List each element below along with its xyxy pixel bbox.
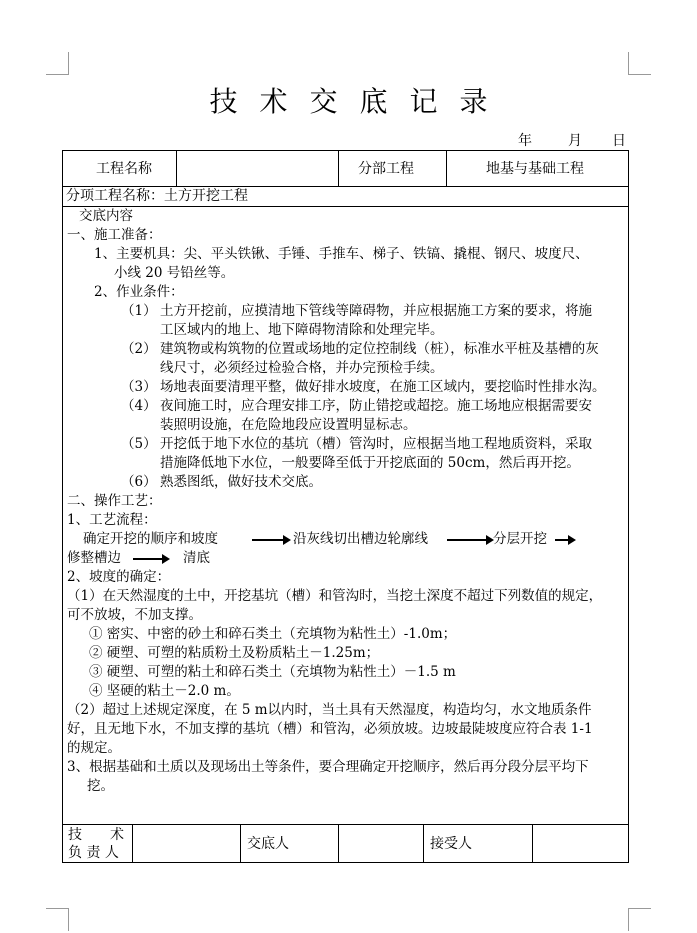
section-heading: 二、操作工艺： [67,493,162,509]
flow-step: 确定开挖的顺序和坡度 [83,531,218,547]
process-flow-row-1 [67,530,625,549]
date-year: 年 [518,133,532,149]
divider [423,824,424,863]
tech-lead-label-line1: 技 术 [68,827,124,843]
item-number: （1） [121,303,157,319]
flow-step: 修整槽边 [67,550,121,566]
paragraph-line: 小线 20 号铅丝等。 [114,265,235,281]
divider [532,824,533,863]
handover-person-label: 交底人 [247,836,289,852]
crop-mark-top-left [46,52,69,75]
crop-mark-bottom-left [46,908,69,931]
divider [176,150,177,186]
arrow-right-icon [133,558,163,560]
list-item: ① 密实、中密的砂土和碎石类土（充填物为粘性土）-1.0m； [89,626,457,642]
paragraph-line: 好，且无地下水，不加支撑的基坑（槽）和管沟，必须放坡。边坡最陡坡度应符合表 1-1 [67,721,593,737]
tech-lead-label-line2: 负 责 人 [68,845,119,861]
paragraph-line: 2、坡度的确定： [67,569,171,585]
document-title: 技术交底记录 [209,85,510,118]
paragraph-line: 装照明设施，在危险地段应设置明显标志。 [160,417,417,433]
paragraph-line: 熟悉图纸，做好技术交底。 [160,474,322,490]
item-number: （6） [121,474,157,490]
flow-step: 分层开挖 [493,531,547,547]
flow-step: 沿灰线切出槽边轮廓线 [293,531,428,547]
subproject-name: 分项工程名称：土方开挖工程 [66,188,248,204]
paragraph-line: 1、工艺流程： [67,512,157,528]
paragraph-line: 1、主要机具：尖、平头铁锹、手锤、手推车、梯子、铁镐、撬棍、钢尺、坡度尺、 [94,246,589,262]
arrow-right-icon [555,539,569,541]
process-flow-row-2 [67,549,625,568]
divider [338,150,339,186]
item-number: （3） [121,379,157,395]
item-number: （2） [121,341,157,357]
paragraph-line: 场地表面要清理平整，做好排水坡度，在施工区域内，要挖临时性排水沟。 [160,379,606,395]
item-number: （5） [121,436,157,452]
paragraph-line: 可不放坡，不加支撑。 [67,607,202,623]
division-label: 分部工程 [358,161,414,177]
paragraph-line: （2）超过上述规定深度，在 5 m以内时，当土具有天然湿度，构造均匀，水文地质条件 [67,702,592,718]
paragraph-line: 挖。 [87,778,114,794]
division-value: 地基与基础工程 [486,161,584,177]
divider [240,824,241,863]
arrow-right-icon [447,539,487,541]
paragraph-line: 工区域内的地上、地下障碍物清除和处理完毕。 [160,322,444,338]
receiver-label: 接受人 [430,836,472,852]
date-day: 日 [612,133,626,149]
divider [62,824,629,825]
arrow-right-icon [252,539,284,541]
paragraph-line: 开挖低于地下水位的基坑（槽）管沟时，应根据当地工程地质资料，采取 [160,436,592,452]
item-number: （4） [121,398,157,414]
paragraph-line: 的规定。 [67,740,121,756]
date-month: 月 [568,133,582,149]
paragraph-line: 线尺寸，必须经过检验合格，并办完预检手续。 [160,360,444,376]
paragraph-line: 夜间施工时，应合理安排工序，防止错挖或超挖。施工场地应根据需要安 [160,398,592,414]
section-heading: 一、施工准备： [67,227,162,243]
divider [446,150,447,186]
flow-step: 清底 [183,550,210,566]
handover-content [67,207,625,796]
project-name-label: 工程名称 [96,161,152,177]
paragraph-line: 措施降低地下水位，一般要降至低于开挖底面的 50cm，然后再开挖。 [160,455,580,471]
paragraph-line: 建筑物或构筑物的位置或场地的定位控制线（桩），标准水平桩及基槽的灰 [160,341,599,357]
paragraph-line: 3、根据基础和土质以及现场出土等条件，要合理确定开挖顺序，然后再分段分层平均下 [67,759,589,775]
content-heading: 交底内容 [79,208,133,224]
list-item: ③ 硬塑、可塑的粘土和碎石类土（充填物为粘性土）－1.5 m [89,664,456,680]
divider [338,824,339,863]
paragraph-line: （1）在天然湿度的土中，开挖基坑（槽）和管沟时，当挖土深度不超过下列数值的规定， [67,588,603,604]
crop-mark-top-right [628,52,651,75]
crop-mark-bottom-right [628,908,651,931]
list-item: ② 硬塑、可塑的粘质粉土及粉质粘土－1.25m； [89,645,380,661]
divider [132,824,133,863]
paragraph-line: 2、作业条件： [94,284,184,300]
list-item: ④ 坚硬的粘土－2.0 m。 [89,683,240,699]
paragraph-line: 土方开挖前，应摸清地下管线等障碍物，并应根据施工方案的要求，将施 [160,303,592,319]
